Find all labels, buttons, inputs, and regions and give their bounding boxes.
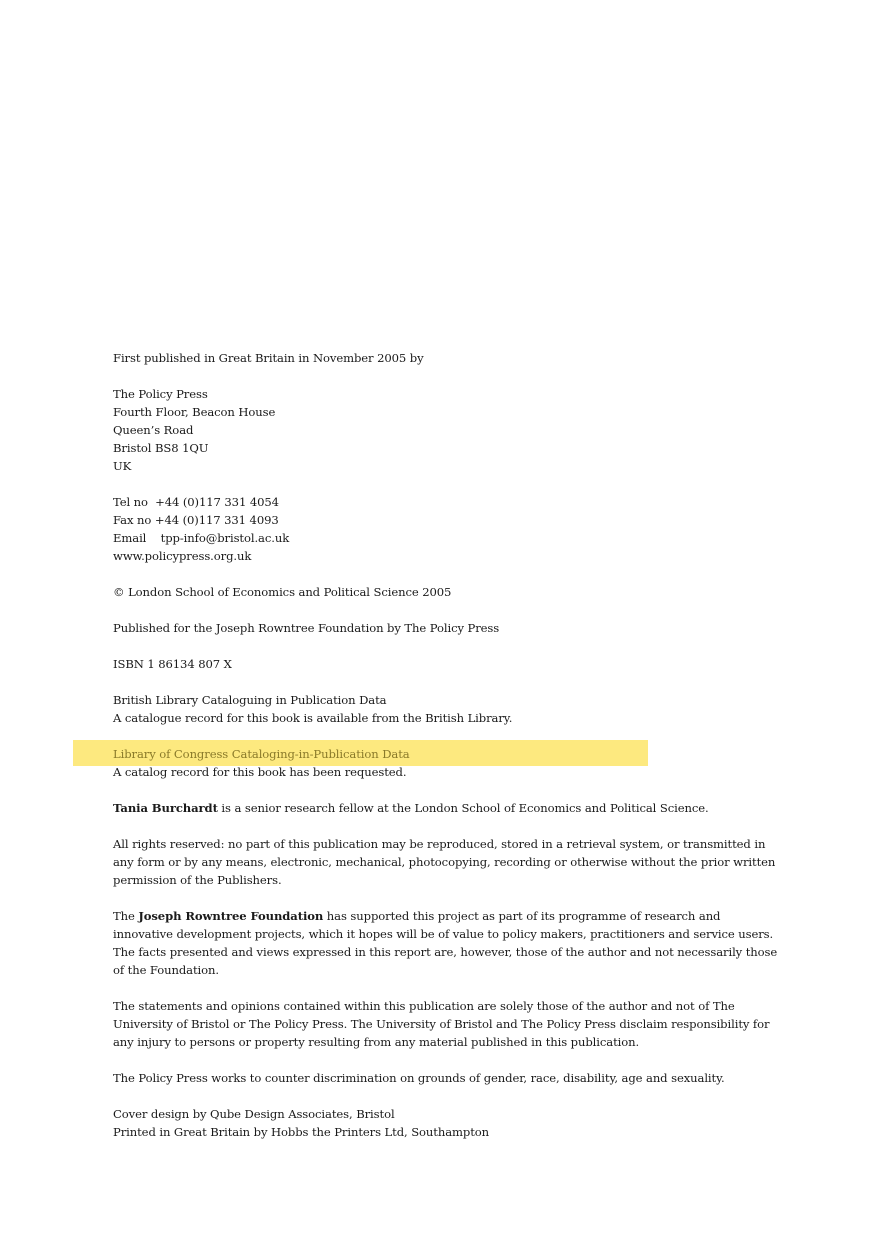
email-value: tpp-info@bristol.ac.uk [160, 531, 290, 545]
jrf-statement [113, 907, 783, 979]
british-library-data [113, 691, 783, 727]
author-note-text: is a senior research fellow at the London School of Economics and Political Science. [217, 801, 709, 815]
published-for-line: Published for the Joseph Rowntree Foundation by The Policy Press [113, 621, 500, 635]
address-line-3: Bristol BS8 1QU [113, 441, 209, 455]
author-name: Tania Burchardt [113, 801, 218, 815]
fax-value: +44 (0)117 331 4093 [154, 513, 279, 527]
disclaimer-statement: The statements and opinions contained within this publication are solely those of the author and not of The University of Bristol or The Policy Press. The University of Bristol and The Policy Press disclaim responsibility for any injury to persons or property resulting from any material published in this publication. [113, 999, 770, 1049]
rights-statement: All rights reserved: no part of this publication may be reproduced, stored in a retrieval system, or transmitted in any form or by any means, electronic, mechanical, photocopying, recording or otherwise without the prior written permission of the Publishers. [113, 837, 776, 887]
british-library-text: A catalogue record for this book is available from the British Library. [113, 711, 513, 725]
discrimination-statement: The Policy Press works to counter discrimination on grounds of gender, race, disability, age and sexuality. [113, 1071, 725, 1085]
tel-line [113, 493, 783, 511]
publisher-name: The Policy Press [113, 387, 208, 401]
printer-credit: Printed in Great Britain by Hobbs the Printers Ltd, Southampton [113, 1125, 490, 1139]
tel-value: +44 (0)117 331 4054 [155, 495, 279, 509]
british-library-heading: British Library Cataloguing in Publication Data [113, 693, 387, 707]
jrf-prefix: The [113, 909, 139, 923]
cover-design-credit: Cover design by Qube Design Associates, Bristol [113, 1107, 395, 1121]
imprint-text [113, 349, 783, 1141]
jrf-text: has supported this project as part of its programme of research and innovative development projects, which it hopes will be of value to policy makers, practitioners and service users. The facts presented and views expressed in this report are, however, those of the author and not necessarily those of the Foundation. [113, 909, 778, 977]
address-country: UK [113, 459, 132, 473]
isbn-line: ISBN 1 86134 807 X [113, 657, 232, 671]
fax-line [113, 511, 783, 529]
publisher-address [113, 385, 783, 475]
first-published-line: First published in Great Britain in November 2005 by [113, 351, 424, 365]
website-line: www.policypress.org.uk [113, 549, 252, 563]
fax-label: Fax no [113, 513, 152, 527]
jrf-name: Joseph Rowntree Foundation [138, 909, 324, 923]
author-note [113, 799, 783, 817]
address-line-2: Queen’s Road [113, 423, 194, 437]
email-line [113, 529, 783, 547]
address-line-1: Fourth Floor, Beacon House [113, 405, 276, 419]
email-label: Email [113, 531, 147, 545]
tel-label: Tel no [113, 495, 148, 509]
contact-details [113, 493, 783, 565]
library-of-congress-heading: Library of Congress Cataloging-in-Publication Data [113, 747, 410, 761]
library-of-congress-text: A catalog record for this book has been requested. [113, 765, 407, 779]
library-of-congress-data [113, 745, 783, 781]
copyright-notice: © London School of Economics and Political Science 2005 [113, 585, 452, 599]
